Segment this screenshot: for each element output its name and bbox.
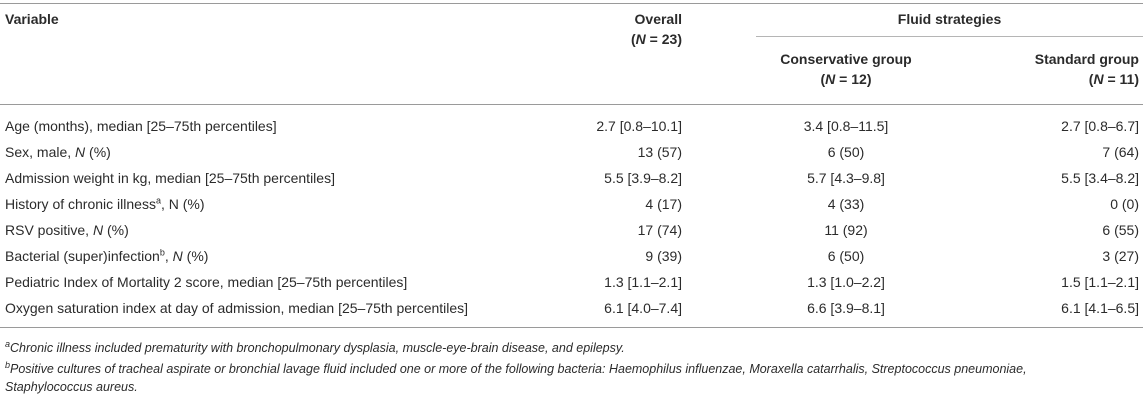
header-fluid-strategies: Fluid strategies (897, 11, 1002, 27)
footnote-a: $^a$Chronic illness included prematurity with bronchopulmonary dysplasia, muscle-eye-brain disease, and epilepsy. (5, 338, 625, 355)
row-overall: 9 (39) (645, 248, 682, 264)
row-variable: History of chronic illness$^a$, N (%) (5, 195, 205, 212)
row-overall: 17 (74) (637, 222, 682, 238)
row-conservative: 5.7 [4.3–9.8] (807, 170, 885, 186)
row-variable: Oxygen saturation index at day of admission, median [25–75th percentiles] (5, 300, 469, 316)
table-row (0, 270, 1143, 294)
row-standard: 7 (64) (1102, 144, 1139, 160)
row-conservative: 4 (33) (827, 196, 865, 212)
footnote-b: $^b$Positive cultures of tracheal aspirate or bronchial lavage fluid included one or more of the following bacteria: Haemophilus influenzae, Moraxella catarrhalis, Streptococcus pneumoniae, (5, 359, 1027, 376)
row-standard: 6 (55) (1102, 222, 1139, 238)
row-overall: 4 (17) (645, 196, 682, 212)
header-variable: Variable (5, 11, 59, 27)
row-standard: 2.7 [0.8–6.7] (1061, 118, 1139, 134)
header-standard: Standard group (1034, 51, 1139, 67)
row-conservative: 6.6 [3.9–8.1] (807, 300, 885, 316)
row-variable: Admission weight in kg, median [25–75th percentiles] (5, 170, 335, 186)
row-overall: 1.3 [1.1–2.1] (604, 274, 682, 290)
row-standard: 6.1 [4.1–6.5] (1061, 300, 1139, 316)
row-overall: 2.7 [0.8–10.1] (596, 118, 682, 134)
header-sub-rule (756, 36, 1143, 37)
table-row (0, 244, 1143, 268)
row-overall: 13 (57) (637, 144, 682, 160)
table-row (0, 296, 1143, 320)
top-rule (0, 3, 1143, 4)
row-variable: Age (months), median [25–75th percentiles] (5, 118, 277, 134)
row-standard: 0 (0) (1110, 196, 1139, 212)
row-standard: 5.5 [3.4–8.2] (1061, 170, 1139, 186)
footnote-b-continued: Staphylococcus aureus. (5, 380, 138, 394)
table-row (0, 114, 1143, 138)
row-conservative: 3.4 [0.8–11.5] (803, 118, 889, 134)
header-overall-n: (N = 23) (631, 31, 682, 47)
row-conservative: 1.3 [1.0–2.2] (807, 274, 885, 290)
bottom-rule (0, 327, 1143, 328)
row-variable: Bacterial (super)infection$^b$, N (%) (5, 247, 209, 264)
table-row (0, 218, 1143, 242)
header-conservative-n: (N = 12) (820, 71, 872, 87)
row-overall: 6.1 [4.0–7.4] (604, 300, 682, 316)
row-overall: 5.5 [3.9–8.2] (604, 170, 682, 186)
row-standard: 3 (27) (1102, 248, 1139, 264)
header-conservative: Conservative group (780, 51, 912, 67)
row-standard: 1.5 [1.1–2.1] (1061, 274, 1139, 290)
row-conservative: 6 (50) (827, 248, 865, 264)
table-row (0, 166, 1143, 190)
row-variable: Pediatric Index of Mortality 2 score, median [25–75th percentiles] (5, 274, 408, 290)
table-row (0, 192, 1143, 216)
header-overall: Overall (634, 11, 682, 27)
row-variable: RSV positive, N (%) (5, 222, 129, 238)
table-row (0, 140, 1143, 164)
row-conservative: 6 (50) (827, 144, 865, 160)
header-rule (0, 104, 1143, 105)
row-conservative: 11 (92) (824, 222, 868, 238)
row-variable: Sex, male, N (%) (5, 144, 111, 160)
header-standard-n: (N = 11) (1088, 71, 1139, 87)
